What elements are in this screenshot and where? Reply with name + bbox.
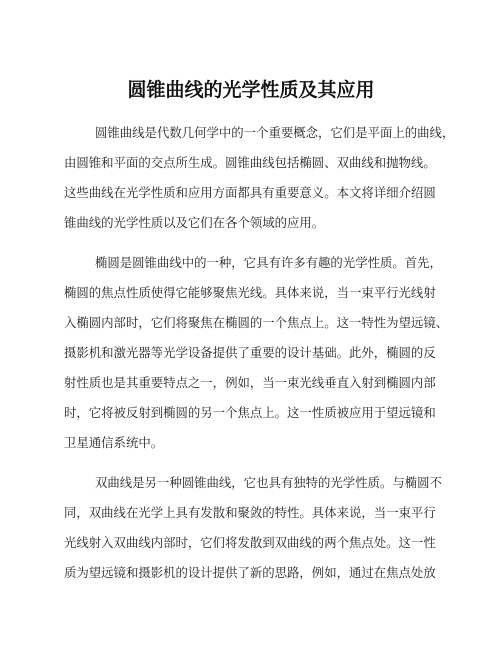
paragraph-3-line-3: 光线射入双曲线内部时，它们将发散到双曲线的两个焦点处。这一性 (64, 535, 436, 550)
paragraph-2-line-3: 入椭圆内部时，它们将聚焦在椭圆的一个焦点上。这一特性为望远镜、 (64, 315, 449, 330)
paragraph-2-line-4: 摄影机和激光器等光学设备提供了重要的设计基础。此外，椭圆的反 (64, 345, 436, 360)
paragraph-2-line-2: 椭圆的焦点性质使得它能够聚焦光线。具体来说，当一束平行光线射 (64, 285, 436, 300)
paragraph-2-line-5: 射性质也是其重要特点之一，例如，当一束光线垂直入射到椭圆内部 (64, 375, 436, 390)
paragraph-3-line-2: 同，双曲线在光学上具有发散和聚敛的特性。具体来说，当一束平行 (64, 505, 436, 520)
paragraph-2-line-7: 卫星通信系统中。 (64, 435, 164, 450)
paragraph-3-line-1: 双曲线是另一种圆锥曲线，它也具有独特的光学性质。与椭圆不 (95, 475, 442, 490)
paragraph-2-line-1: 椭圆是圆锥曲线中的一种，它具有许多有趣的光学性质。首先， (95, 255, 442, 270)
document-title: 圆锥曲线的光学性质及其应用 (127, 79, 375, 101)
paragraph-1-line-2: 由圆锥和平面的交点所生成。圆锥曲线包括椭圆、双曲线和抛物线。 (64, 155, 436, 170)
paragraph-1-line-3: 这些曲线在光学性质和应用方面都具有重要意义。本文将详细介绍圆 (64, 185, 436, 200)
paragraph-1-line-1: 圆锥曲线是代数几何学中的一个重要概念，它们是平面上的曲线， (95, 125, 455, 140)
paragraph-2-line-6: 时，它将被反射到椭圆的另一个焦点上。这一性质被应用于望远镜和 (64, 405, 436, 420)
paragraph-3-line-4: 质为望远镜和摄影机的设计提供了新的思路，例如，通过在焦点处放 (64, 565, 436, 580)
paragraph-1-line-4: 锥曲线的光学性质以及它们在各个领域的应用。 (64, 215, 325, 230)
